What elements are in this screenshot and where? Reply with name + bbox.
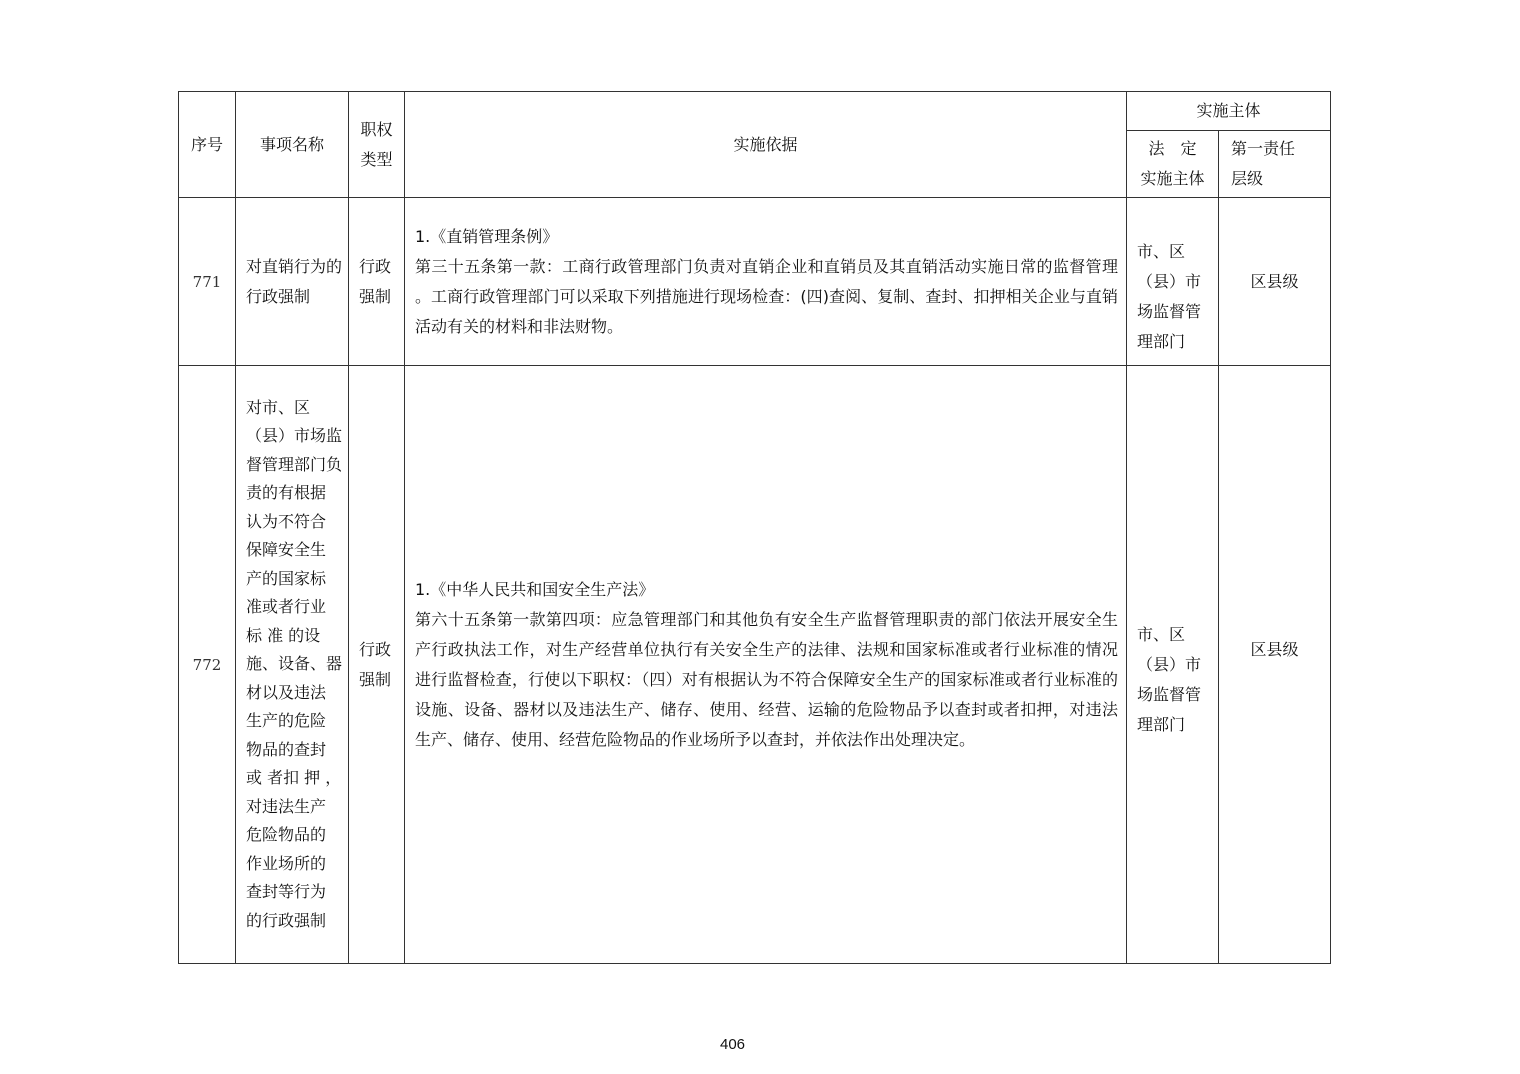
row-name-text: 对市、区（县）市场监督管理部门负 责的有根据 认为不符合 保障安全生 产的国家标 准或者行业 标 准 的设 施、设备、器材以及违法 生产的危险 物品的查封 或 者扣 押 ，对违法生产 危险物品的 作业场所的 查封等行为 的行政强制 [246,397,343,930]
table-row [179,366,1331,964]
row-seq [179,366,236,964]
row-name: 对直销行为的行政强制 [236,198,349,366]
row-name [236,366,349,964]
basis-title: 1.《中华人民共和国安全生产法》 [415,579,655,599]
header-name: 事项名称 [236,92,349,198]
row-seq-value: 772 [192,655,222,674]
row-basis [405,366,1127,964]
header-legal-subject: 法 定 实施主体 [1127,131,1219,198]
header-first-level: 第一责任 层级 [1219,131,1331,198]
row-type: 行政强制 [349,366,405,964]
row-level: 区县级 [1219,366,1331,964]
header-seq: 序号 [179,92,236,198]
table-row [179,198,1331,366]
row-seq-value: 771 [192,272,222,291]
row-subject: 市、区（县）市场监督管理部门 [1127,366,1219,964]
basis-title: 1.《直销管理条例》 [415,226,559,246]
row-level: 区县级 [1219,198,1331,366]
row-subject: 市、区（县）市场监督管理部门 [1127,198,1219,366]
row-seq [179,198,236,366]
basis-text: 第六十五条第一款第四项：应急管理部门和其他负有安全生产监督管理职责的部门依法开展安全生产行政执法工作，对生产经营单位执行有关安全生产的法律、法规和国家标准或者行业标准的情况进行监督检查，行使以下职权：（四）对有根据认为不符合保障安全生产的国家标准或者行业标准的设施、设备、器材以及违法生产、储存、使用、经营、运输的危险物品予以查封或者扣押，对违法生产、储存、使用、经营危险物品的作业场所予以查封，并依法作出处理决定。 [415,609,1118,749]
authority-table [178,91,1331,964]
header-subject-group: 实施主体 [1127,92,1331,131]
page-number: 406 [719,1036,746,1053]
row-type: 行政强制 [349,198,405,366]
row-basis [405,198,1127,366]
basis-text: 第三十五条第一款：工商行政管理部门负责对直销企业和直销员及其直销活动实施日常的监督管理 。工商行政管理部门可以采取下列措施进行现场检查：(四)查阅、复制、查封、扣押相关企业与直销活动有关的材料和非法财物。 [415,256,1118,336]
header-basis: 实施依据 [405,92,1127,198]
header-type: 职权 类型 [349,92,405,198]
